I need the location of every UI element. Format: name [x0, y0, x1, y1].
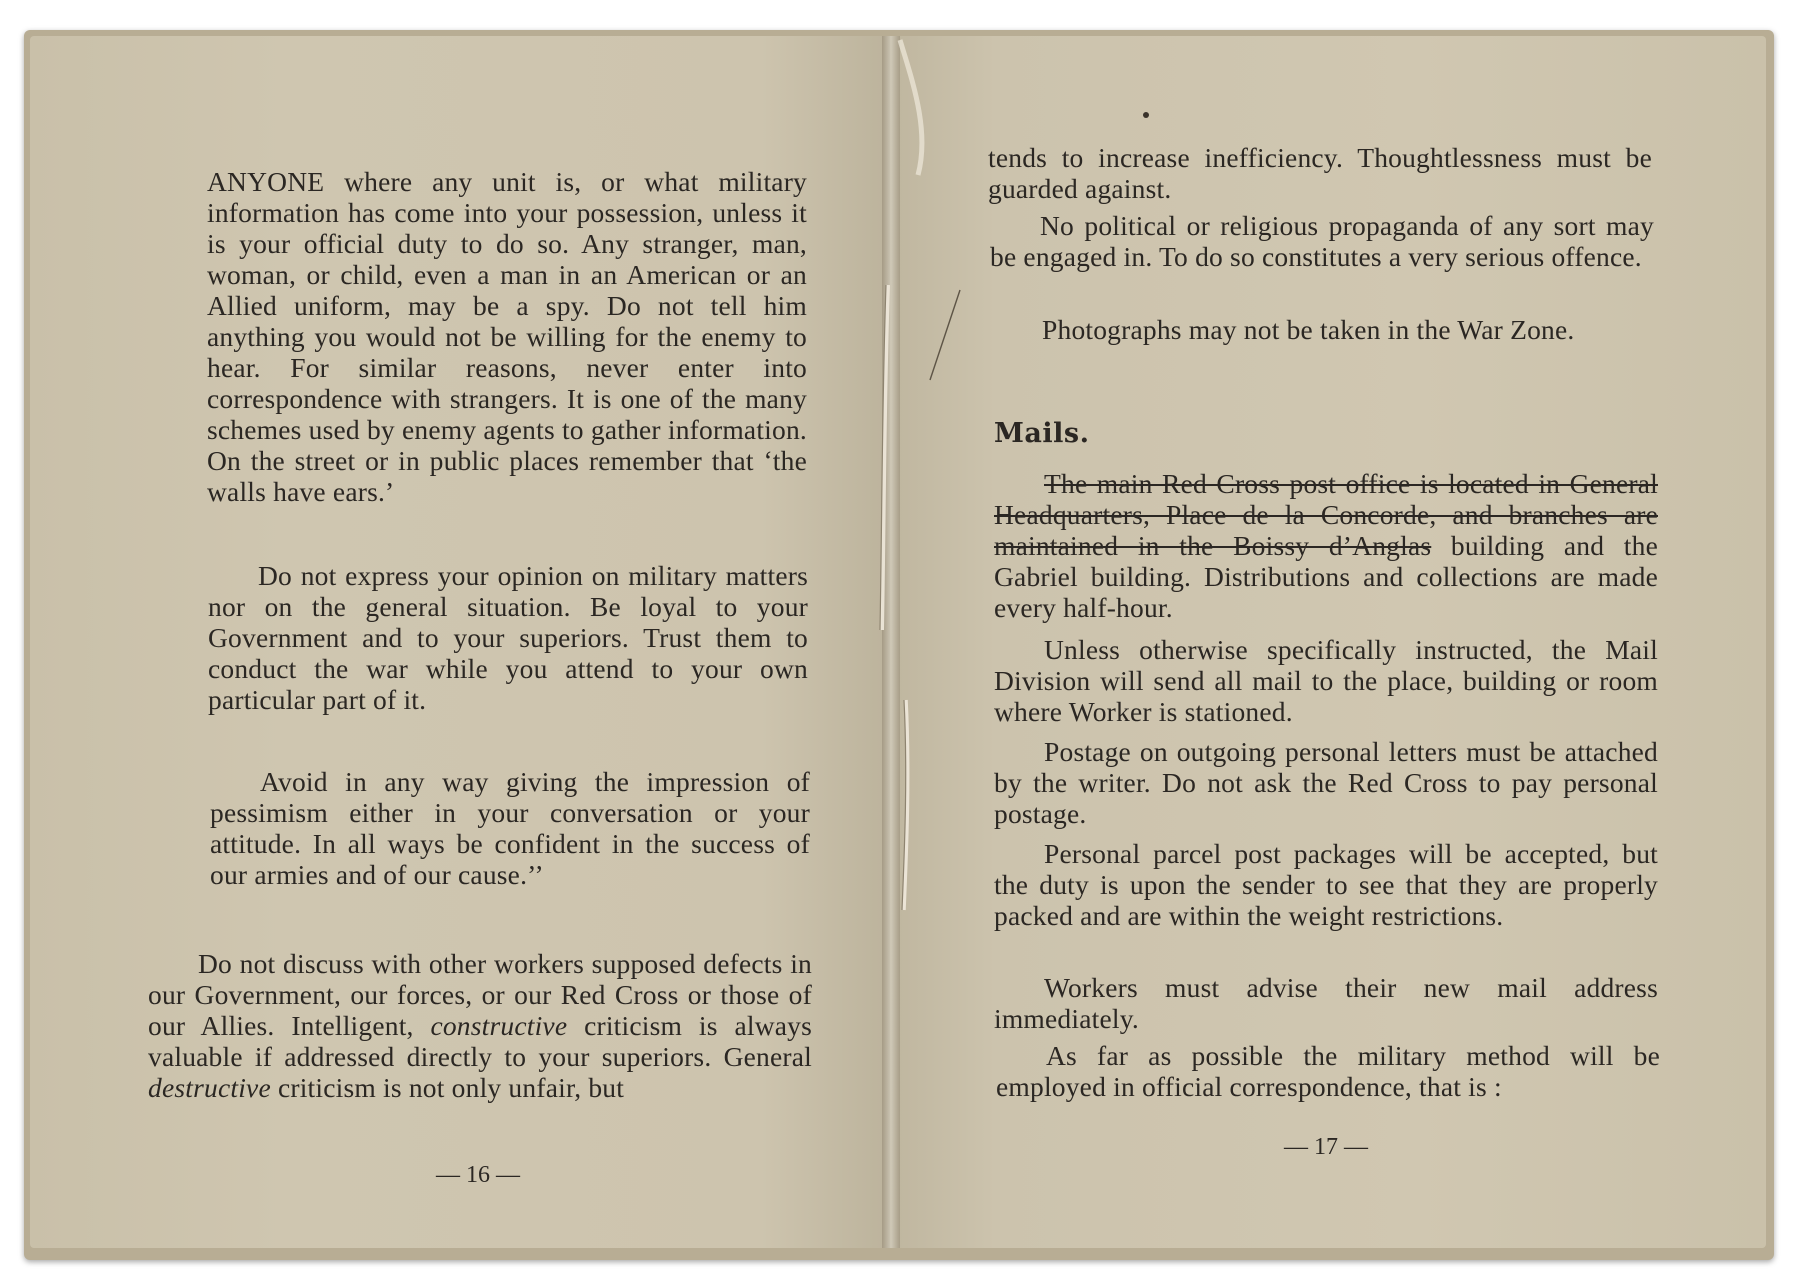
- right-page-text-2: [990, 210, 1654, 272]
- left-paragraph-3: Avoid in any way giving the impression of pessimism either in your conversation or your attitude. In all ways be confident in the success of our armies and of our cause.’’: [210, 766, 810, 890]
- right-page-text-9: [996, 1040, 1660, 1102]
- left-page-text-4: [148, 948, 812, 1103]
- section-heading-mails: Mails.: [994, 418, 1090, 449]
- left-paragraph-4-part-a: Do not discuss with other workers supposed defects in our Government, our forces, or our Red Cross or those of our Allies. Intelligent,: [148, 948, 812, 1041]
- right-page-text-1: [988, 142, 1652, 204]
- left-page-text-3: [210, 766, 810, 890]
- left-paragraph-4-part-c: criticism is not only unfair, but: [277, 1072, 625, 1103]
- right-paragraph-4: [994, 468, 1658, 623]
- left-paragraph-4-part-b: criticism is always valuable if addressed directly to your superiors. General: [148, 1010, 813, 1072]
- right-paragraph-2: No political or religious propaganda of any sort may be engaged in. To do so constitutes a very serious offence.: [990, 210, 1654, 272]
- emphasis-constructive: constructive: [430, 1010, 568, 1041]
- right-page-text-7: [994, 838, 1658, 931]
- page-number-16: — 16 —: [436, 1162, 520, 1188]
- right-paragraph-4-rest: building and the Gabriel building. Distributions and collections are made every half-hour.: [994, 530, 1658, 623]
- left-page-text-2: [208, 560, 808, 715]
- right-page-text-6: [994, 736, 1658, 829]
- right-paragraph-3: Photographs may not be taken in the War Zone.: [1042, 314, 1575, 345]
- emphasis-destructive: destructive: [148, 1072, 271, 1103]
- struck-through-text: The main Red Cross post office is located in General Headquarters, Place de la Concorde, and branches are maintained in the Boissy d’Anglas: [994, 468, 1658, 561]
- right-page-text-4: [994, 468, 1658, 623]
- left-paragraph-2: Do not express your opinion on military matters nor on the general situation. Be loyal to your Government and to your superiors. Trust them to conduct the war while you attend to your own particular part of it.: [208, 560, 808, 715]
- left-paragraph-4: [148, 948, 812, 1103]
- page-number-17: — 17 —: [1284, 1134, 1368, 1160]
- right-page-text-3: [992, 314, 1656, 345]
- right-paragraph-5: Unless otherwise specifically instructed, the Mail Division will send all mail to the place, building or room where Worker is stationed.: [994, 634, 1658, 727]
- left-paragraph-1: ANYONE where any unit is, or what military information has come into your possession, unless it is your official duty to do so. Any stranger, man, woman, or child, even a man in an American or an Allied uniform, may be a spy. Do not tell him anything you would not be willing for the enemy to hear. For similar reasons, never enter into correspondence with strangers. It is one of the many schemes used by enemy agents to gather information. On the street or in public places remember that ‘the walls have ears.’: [207, 166, 807, 507]
- right-page-text-5: [994, 634, 1658, 727]
- right-page-text-8: [994, 972, 1658, 1034]
- right-paragraph-7: Personal parcel post packages will be accepted, but the duty is upon the sender to see that they are properly packed and are within the weight restrictions.: [994, 838, 1658, 931]
- right-paragraph-1: tends to increase inefficiency. Thoughtlessness must be guarded against.: [988, 142, 1652, 204]
- binding-gutter: [882, 36, 900, 1248]
- right-paragraph-6: Postage on outgoing personal letters must be attached by the writer. Do not ask the Red Cross to pay personal postage.: [994, 736, 1658, 829]
- left-page-text: [207, 166, 807, 507]
- right-paragraph-9: As far as possible the military method will be employed in official correspondence, that is :: [996, 1040, 1660, 1102]
- print-speck: [1143, 112, 1149, 118]
- right-paragraph-8: Workers must advise their new mail address immediately.: [994, 972, 1658, 1034]
